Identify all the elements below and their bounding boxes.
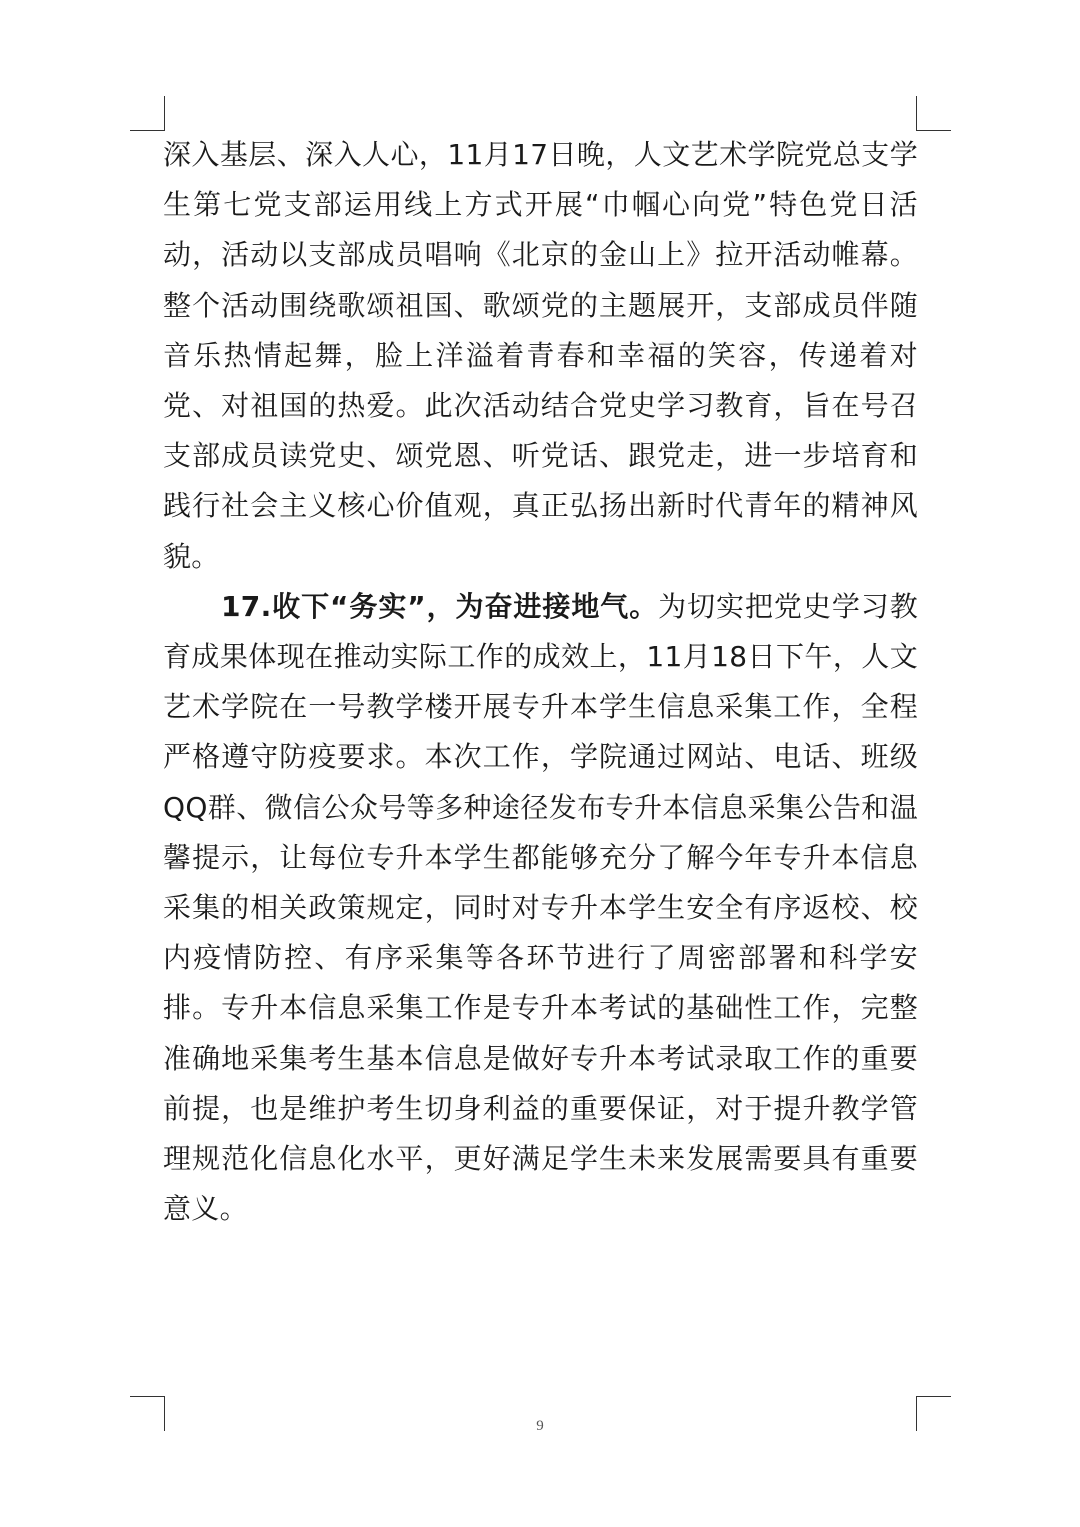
paragraph-17 — [163, 582, 918, 1235]
crop-mark-top-right — [916, 96, 951, 131]
document-body — [163, 130, 918, 1234]
page-number: 9 — [536, 1418, 544, 1434]
paragraph-1-text: 深入基层、深入人心，11月17日晚，人文艺术学院党总支学生第七党支部运用线上方式开展“巾帼心向党”特色党日活动，活动以支部成员唱响《北京的金山上》拉开活动帷幕。整个活动围绕歌颂祖国、歌颂党的主题展开，支部成员伴随音乐热情起舞，脸上洋溢着青春和幸福的笑容，传递着对党、对祖国的热爱。此次活动结合党史学习教育，旨在号召支部成员读党史、颂党恩、听党话、跟党走，进一步培育和践行社会主义核心价值观，真正弘扬出新时代青年的精神风貌。 — [163, 138, 918, 573]
crop-mark-top-left — [130, 96, 165, 131]
paragraph-17-heading: 17.收下“务实”，为奋进接地气。 — [221, 589, 659, 623]
paragraph-17-text: 为切实把党史学习教育成果体现在推动实际工作的成效上，11月18日下午，人文艺术学院在一号教学楼开展专升本学生信息采集工作，全程严格遵守防疫要求。本次工作，学院通过网站、电话、班级QQ群、微信公众号等多种途径发布专升本信息采集公告和温馨提示，让每位专升本学生都能够充分了解今年专升本信息采集的相关政策规定，同时对专升本学生安全有序返校、校内疫情防控、有序采集等各环节进行了周密部署和科学安排。专升本信息采集工作是专升本考试的基础性工作，完整准确地采集考生基本信息是做好专升本考试录取工作的重要前提，也是维护考生切身利益的重要保证，对于提升教学管理规范化信息化水平，更好满足学生未来发展需要具有重要意义。 — [163, 589, 918, 1226]
paragraph-1 — [163, 130, 918, 582]
